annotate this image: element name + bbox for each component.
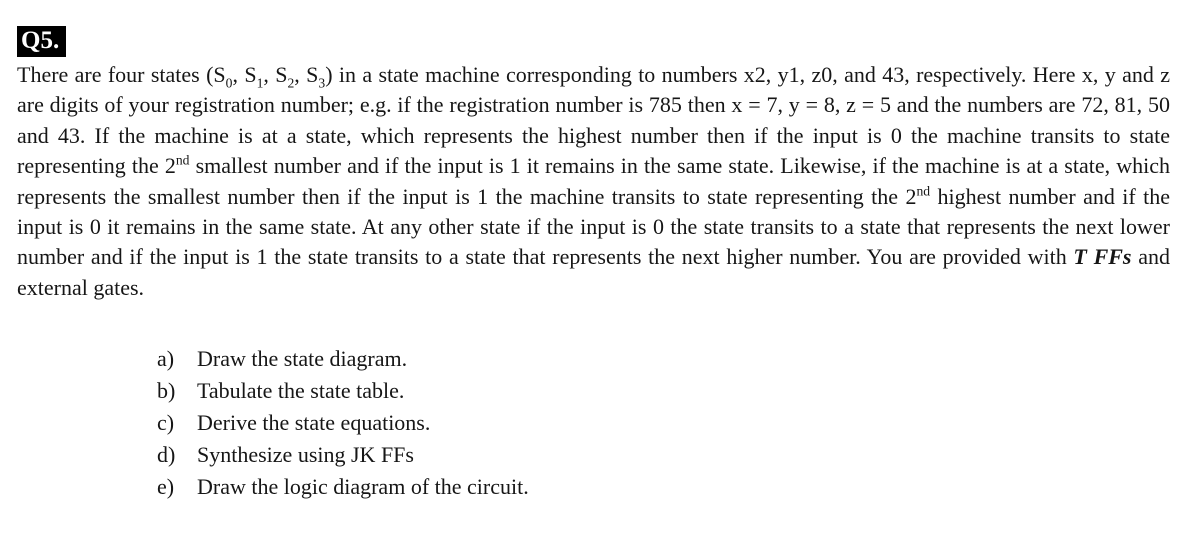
- body-segment-subscript: 2: [287, 75, 295, 91]
- part-item: [157, 471, 1170, 503]
- part-text: Draw the state diagram.: [197, 346, 408, 372]
- part-label: d): [157, 442, 176, 468]
- part-label: b): [157, 378, 176, 404]
- question-body: [17, 60, 1170, 303]
- body-segment: , S: [263, 62, 288, 87]
- part-text: Synthesize using JK FFs: [197, 442, 414, 468]
- body-segment: , S: [294, 62, 319, 87]
- body-segment-superscript: nd: [175, 152, 190, 168]
- body-segment-emphasis: T FFs: [1073, 244, 1132, 270]
- body-segment: ) in a state machine corresponding to numbers x2, y1, z0, and 43, respectively. Here x, y and z are digits of your registration number; e.g. if the registration number is 785 then x = 7, y = 8, z = 5 and the numbers are 72, 81, 50 and 43. If the machine is at a state, which represents the highest number then if the input is 0 the machine transits to state representing the 2: [17, 62, 1170, 179]
- question-number: Q5.: [17, 26, 66, 57]
- body-segment-subscript: 3: [318, 75, 326, 91]
- body-segment-subscript: 0: [225, 75, 233, 91]
- body-segment: and external gates.: [17, 244, 1170, 300]
- part-item: [157, 343, 1170, 375]
- question-parts: [157, 343, 1170, 503]
- part-label: c): [157, 410, 175, 436]
- part-label: a): [157, 346, 175, 372]
- body-segment: smallest number and if the input is 1 it remains in the same state. Likewise, if the machine is at a state, which represents the smallest number then if the input is 1 the machine transits to state representing the 2: [17, 153, 1170, 209]
- part-text: Draw the logic diagram of the circuit.: [197, 474, 529, 500]
- part-item: [157, 375, 1170, 407]
- body-segment-subscript: 1: [256, 75, 264, 91]
- part-label: e): [157, 474, 175, 500]
- part-text: Tabulate the state table.: [197, 378, 405, 404]
- body-segment: , S: [232, 62, 257, 87]
- part-item: [157, 439, 1170, 471]
- body-segment: There are four states (S: [17, 62, 226, 87]
- part-text: Derive the state equations.: [197, 410, 431, 436]
- part-item: [157, 407, 1170, 439]
- body-segment-superscript: nd: [916, 183, 931, 199]
- body-segment: highest number and if the input is 0 it remains in the same state. At any other state if the input is 0 the state transits to a state that represents the next lower number and if the input is 1 the state transits to a state that represents the next higher number. You are provided with: [17, 183, 1170, 270]
